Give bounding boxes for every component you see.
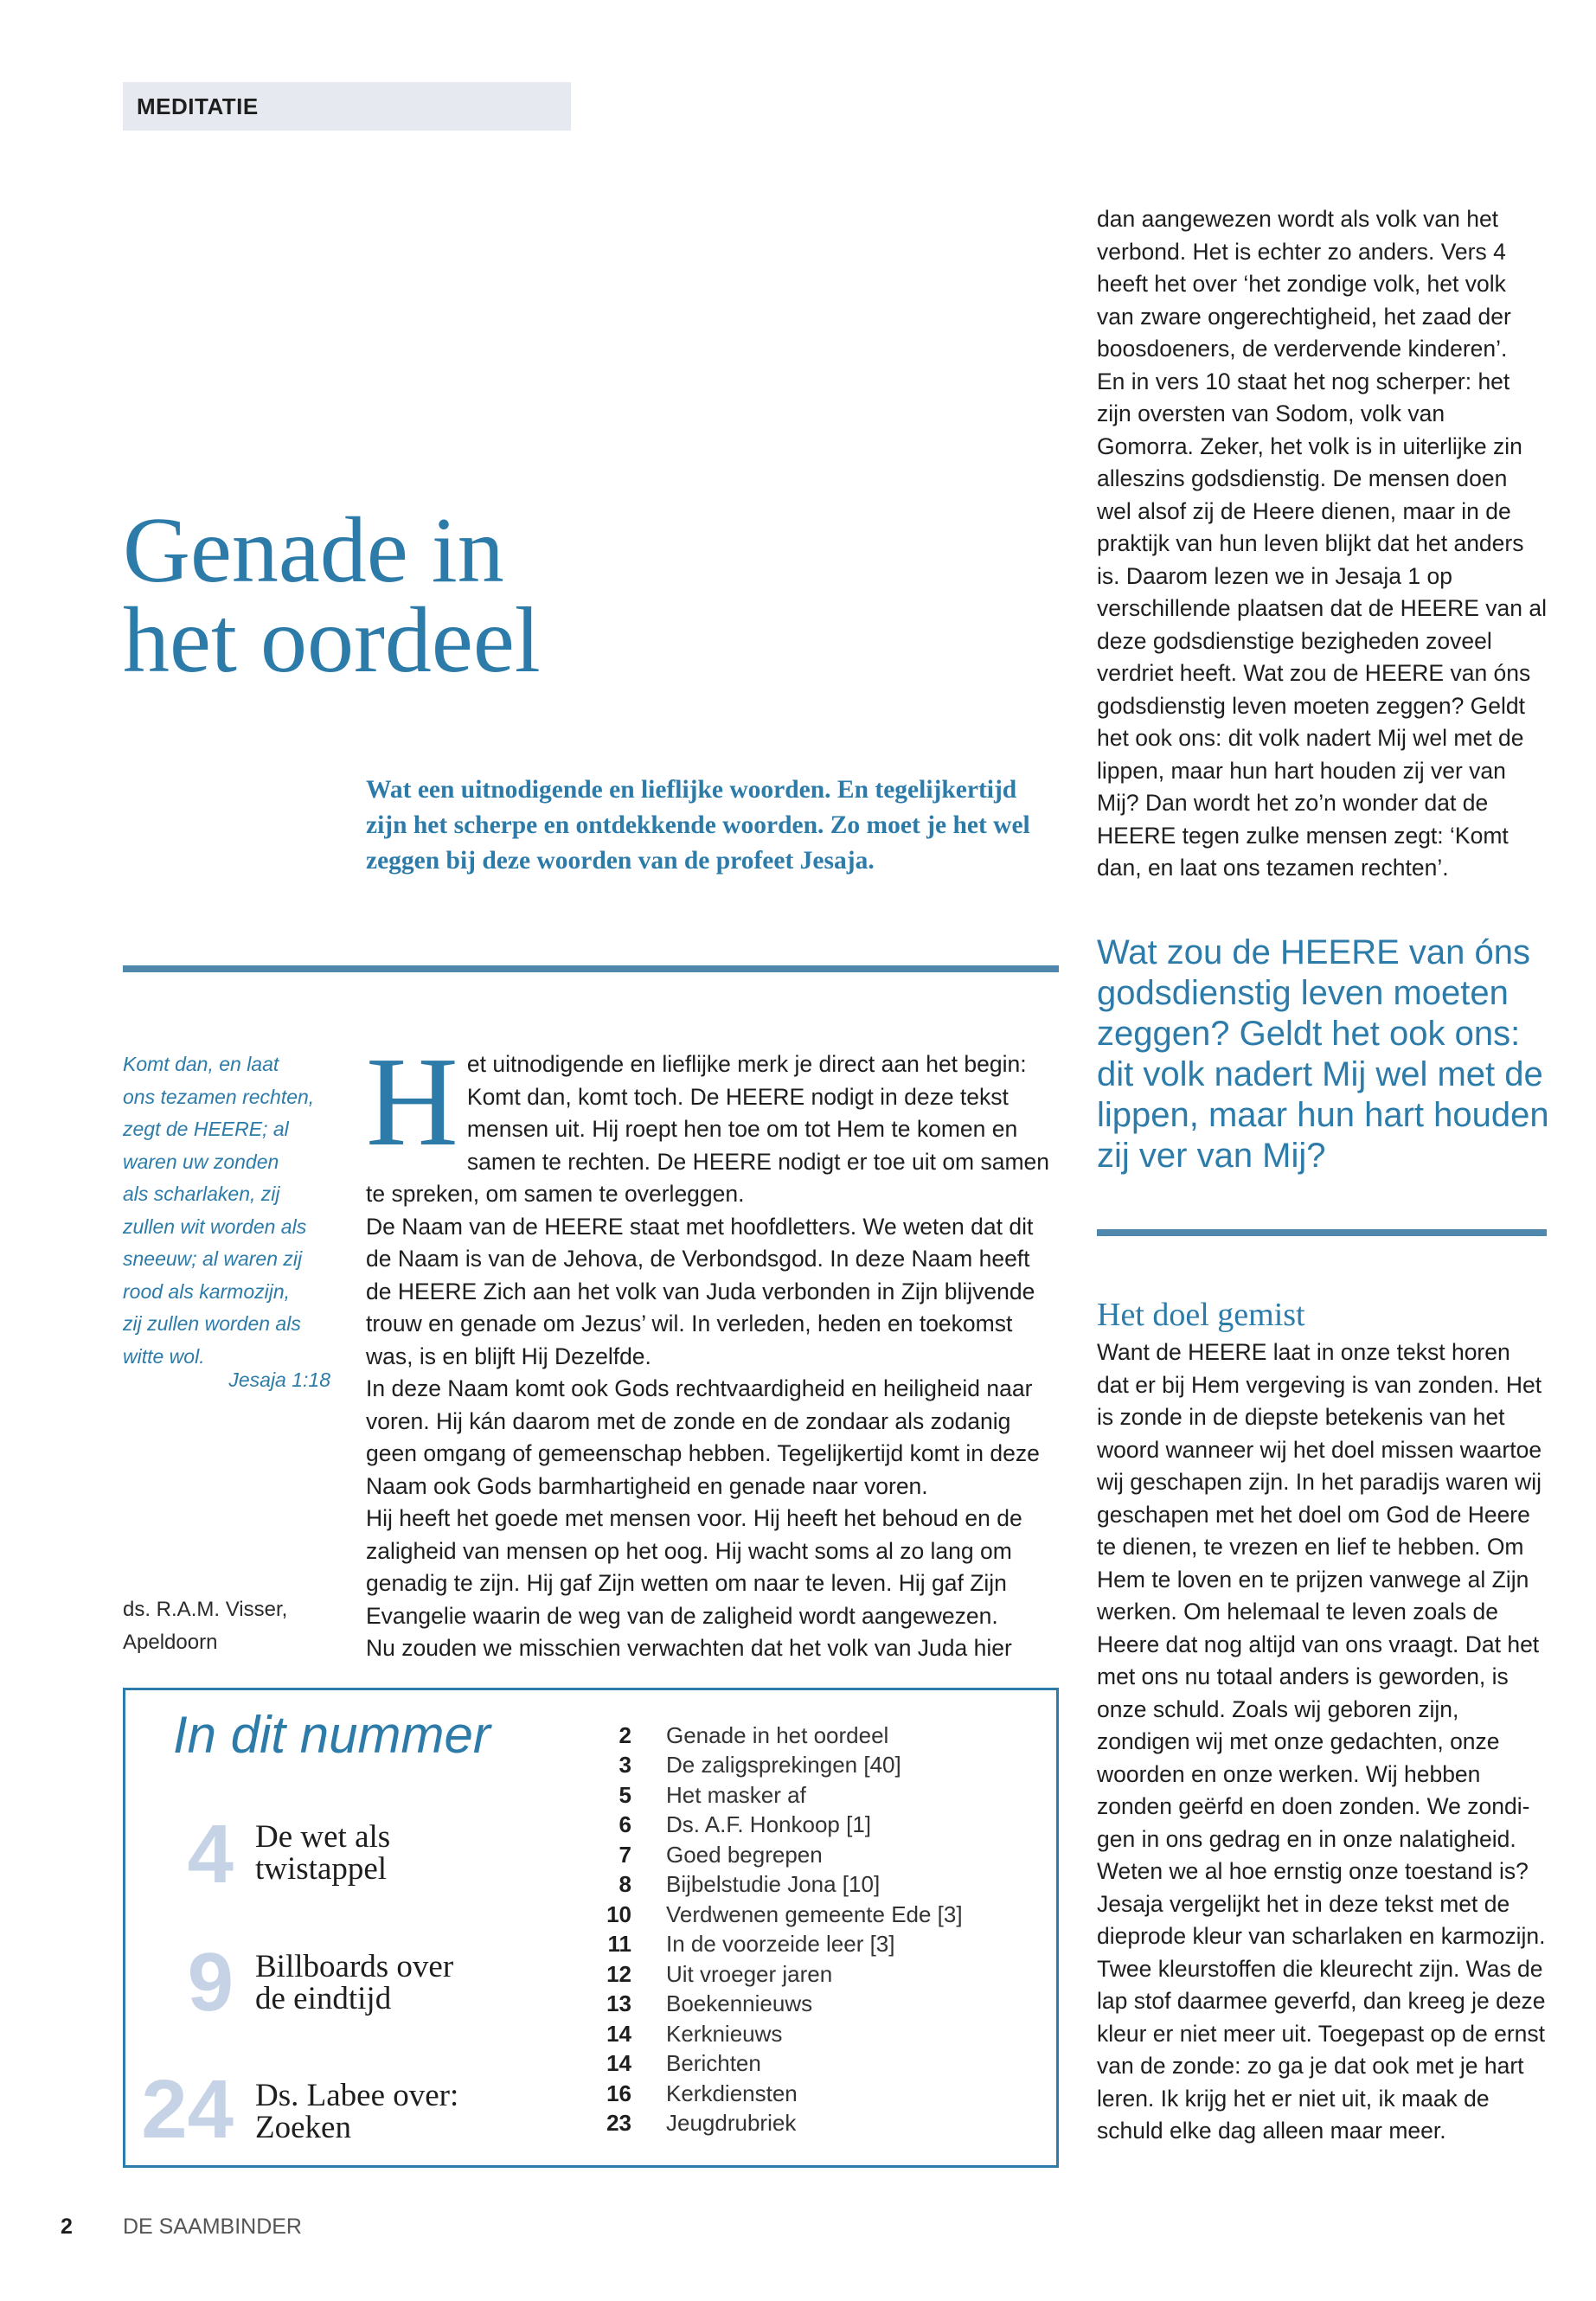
toc-item-title: Bijbelstudie Jona [10]	[666, 1871, 881, 1898]
paragraph: Want de HEERE laat in onze tekst horen dat er bij Hem vergeving is van zonden. Het is zonde in de diepste betekenis van het woord wanneer wij het doel missen waartoe wij geschapen zijn. In het paradijs waren wij geschapen met het doel om God de Heere te dienen, te vrezen en lief te hebben. Om Hem te loven en te prijzen vanwege al Zijn werken. Om helemaal te leven zoals de Heere dat nog altijd van ons vraagt. Dat het met ons nu totaal anders is geworden, is onze schuld. Zoals wij geboren zijn, zondigen wij met onze gedachten, onze woorden en onze werken. Wij hebben zonden geërfd en doen zonden. We zondigen in ons gedrag en in onze nalatigheid. Weten we al hoe ernstig onze toestand is? Jesaja vergelijkt het in deze tekst met de dieprode kleur van scharlaken en karmozijn. Twee kleurstoffen die kleurecht zijn. Was de lap stof daarmee geverfd, dan kreeg je deze kleur er niet meer uit. Toegepast op de ernst van de zonde: zo ga je dat ook met je hart leren. Ik krijg het er niet uit, ik maak de schuld elke dag alleen maar meer.	[1097, 1339, 1546, 2144]
toc-entry[interactable]	[588, 1721, 1021, 1751]
toc-list	[588, 1721, 1021, 2138]
bible-quote	[123, 1048, 339, 1373]
pull-quote: Wat zou de HEERE van óns godsdienstig leven moeten zeggen? Geldt het ook ons: dit volk nadert Mij wel met de lippen, maar hun hart houden zij ver van Mij?	[1097, 933, 1549, 1175]
paragraph: In deze Naam komt ook Gods rechtvaardigheid en heiligheid naar voren. Hij kán daarom met de zonde en de zondaar als zodanig geen omgang of gemeenschap hebben. Tegelijkertijd komt in deze Naam ook Gods barmhartigheid en genade naar voren.	[366, 1375, 1040, 1499]
toc-page-number: 11	[607, 1931, 631, 1958]
footer-page-number: 2	[61, 2214, 73, 2239]
body-column-1	[366, 1031, 1058, 1665]
toc-item-title: Boekennieuws	[666, 1990, 813, 2017]
quote-line: ons tezamen rechten,	[123, 1085, 315, 1108]
feature-page-number: 9	[187, 1936, 234, 2029]
footer-magazine-name: DE SAAMBINDER	[123, 2214, 302, 2239]
toc-item-title: Berichten	[666, 2050, 761, 2077]
body-column-2-top	[1097, 203, 1547, 885]
quote-line: zegt de HEERE; al	[123, 1118, 289, 1140]
toc-item-title: Kerkdiensten	[666, 2080, 798, 2106]
quote-line: sneeuw; al waren zij	[123, 1247, 303, 1270]
toc-entry[interactable]	[588, 1811, 1021, 1841]
toc-item-title: De zaligsprekingen [40]	[666, 1752, 901, 1779]
toc-item-title: Goed begrepen	[666, 1841, 823, 1868]
quote-line: als scharlaken, zij	[123, 1183, 280, 1205]
title-line-2: het oordeel	[123, 589, 541, 692]
toc-entry[interactable]	[588, 2049, 1021, 2080]
divider-rule	[123, 965, 1059, 972]
article-intro: Wat een uitnodigende en lieflijke woorden. En tegelijkertijd zijn het scherpe en ontdekkende woorden. Zo moet je het wel zeggen bij deze woorden van de profeet Jesaja.	[366, 776, 1030, 875]
toc-item-title: Uit vroeger jaren	[666, 1960, 833, 1987]
toc-item-title: Verdwenen gemeente Ede [3]	[666, 1900, 963, 1927]
feature-title-line: Ds. Labee over:	[255, 2078, 459, 2113]
toc-page-number: 7	[619, 1841, 631, 1868]
feature-title-line: de eindtijd	[255, 1981, 392, 2016]
author-location: Apeldoorn	[123, 1630, 218, 1654]
toc-item-title: Kerknieuws	[666, 2020, 783, 2047]
quote-line: witte wol.	[123, 1344, 205, 1368]
quote-line: Komt dan, en laat	[123, 1053, 279, 1075]
toc-page-number: 8	[619, 1871, 631, 1898]
feature-page-number: 24	[141, 2063, 234, 2156]
feature-link[interactable]	[255, 1951, 515, 2015]
toc-page-number: 6	[619, 1811, 631, 1838]
toc-entry[interactable]	[588, 2019, 1021, 2049]
feature-title-line: De wet als	[255, 1819, 391, 1855]
toc-page-number: 10	[606, 1900, 631, 1927]
quote-line: zullen wit worden als	[123, 1215, 307, 1238]
article-title	[123, 499, 676, 692]
feature-link[interactable]	[255, 1821, 515, 1885]
toc-item-title: Ds. A.F. Honkoop [1]	[666, 1811, 872, 1838]
toc-entry[interactable]	[588, 1990, 1021, 2020]
feature-title-line: twistappel	[255, 1851, 388, 1887]
toc-page-number: 12	[606, 1960, 631, 1987]
paragraph: et uitnodigende en lieflijke merk je direct aan het begin: Komt dan, komt toch. De HEERE nodigt in deze tekst mensen uit. Hij roept hen toe om tot Hem te komen en samen te rechten. De HEERE nodigt er toe uit om samen te spreken, om samen te overleggen.	[366, 1051, 1050, 1207]
toc-entry[interactable]	[588, 1780, 1021, 1811]
body-column-2-bottom	[1097, 1336, 1547, 2148]
quote-reference: Jesaja 1:18	[228, 1368, 330, 1391]
drop-cap: H	[366, 1031, 458, 1173]
toc-page-number: 5	[619, 1781, 631, 1808]
toc-page-number: 16	[606, 2080, 631, 2106]
toc-entry[interactable]	[588, 1930, 1021, 1960]
toc-page-number: 14	[606, 2020, 631, 2047]
quote-line: rood als karmozijn,	[123, 1279, 291, 1303]
author-name: ds. R.A.M. Visser,	[123, 1598, 288, 1621]
paragraph: En in vers 10 staat het nog scherper: het zijn oversten van Sodom, volk van Gomorra. Zeker, het volk is in uiterlijke zin alleszins godsdienstig. De mensen doen wel alsof zij de Heere dienen, maar in de praktijk van hun leven blijkt dat het anders is. Daarom lezen we in Jesaja 1 op verschillende plaatsen dat de HEERE van al deze godsdienstige bezigheden zoveel verdriet heeft. Wat zou de HEERE van óns godsdienstig leven moeten zeggen? Geldt het ook ons: dit volk nadert Mij wel met de lippen, maar hun hart houden zij ver van Mij? Dan wordt het zo’n wonder dat de HEERE tegen zulke mensen zegt: ‘Komt dan, en laat ons tezamen rechten’.	[1097, 368, 1547, 881]
author	[123, 1593, 339, 1658]
quote-line: waren uw zonden	[123, 1150, 279, 1173]
title-line-1: Genade in	[123, 499, 504, 602]
subheading: Het doel gemist	[1097, 1297, 1305, 1333]
toc-entry[interactable]	[588, 2109, 1021, 2139]
section-label: MEDITATIE	[123, 82, 571, 131]
paragraph: dan aangewezen wordt als volk van het verbond. Het is echter zo anders. Vers 4 heeft het over ‘het zondige volk, het volk van zware ongerechtigheid, het zaad der boosdoeners, de verdervende kinderen’.	[1097, 206, 1511, 362]
paragraph: De Naam van de HEERE staat met hoofdletters. We weten dat dit de Naam is van de Jehova, de Verbondsgod. In deze Naam heeft de HEERE Zich aan het volk van Juda verbonden in Zijn blijvende trouw en genade om Jezus’ wil. In verleden, heden en toekomst was, is en blijft Hij Dezelfde.	[366, 1213, 1035, 1369]
toc-page-number: 3	[619, 1752, 631, 1779]
toc-page-number: 13	[606, 1990, 631, 2017]
toc-entry[interactable]	[588, 1751, 1021, 1781]
toc-item-title: In de voorzeide leer [3]	[666, 1931, 895, 1958]
toc-item-title: Het masker af	[666, 1781, 806, 1808]
toc-page-number: 2	[619, 1721, 631, 1748]
feature-title-line: Billboards over	[255, 1949, 454, 1984]
toc-item-title: Genade in het oordeel	[666, 1721, 889, 1748]
toc-page-number: 14	[606, 2050, 631, 2077]
toc-entry[interactable]	[588, 1959, 1021, 1990]
toc-entry[interactable]	[588, 1840, 1021, 1870]
paragraph: Nu zouden we misschien verwachten dat het volk van Juda hier	[366, 1635, 1012, 1661]
quote-line: zij zullen worden als	[123, 1312, 301, 1335]
divider-rule	[1097, 1229, 1547, 1236]
feature-title-line: Zoeken	[255, 2110, 351, 2145]
toc-entry[interactable]	[588, 2079, 1021, 2109]
toc-title: In dit nummer	[173, 1706, 490, 1764]
feature-link[interactable]	[255, 2080, 515, 2144]
feature-page-number: 4	[187, 1808, 234, 1900]
toc-entry[interactable]	[588, 1870, 1021, 1900]
toc-page-number: 23	[606, 2110, 631, 2137]
toc-item-title: Jeugdrubriek	[666, 2110, 797, 2137]
toc-entry[interactable]	[588, 1900, 1021, 1930]
paragraph: Hij heeft het goede met mensen voor. Hij heeft het behoud en de zaligheid van mensen op het oog. Hij wacht soms al zo lang om genadig te zijn. Hij gaf Zijn wetten om naar te leven. Hij gaf Zijn Evangelie waarin de weg van de zaligheid wordt aangewezen.	[366, 1505, 1022, 1629]
